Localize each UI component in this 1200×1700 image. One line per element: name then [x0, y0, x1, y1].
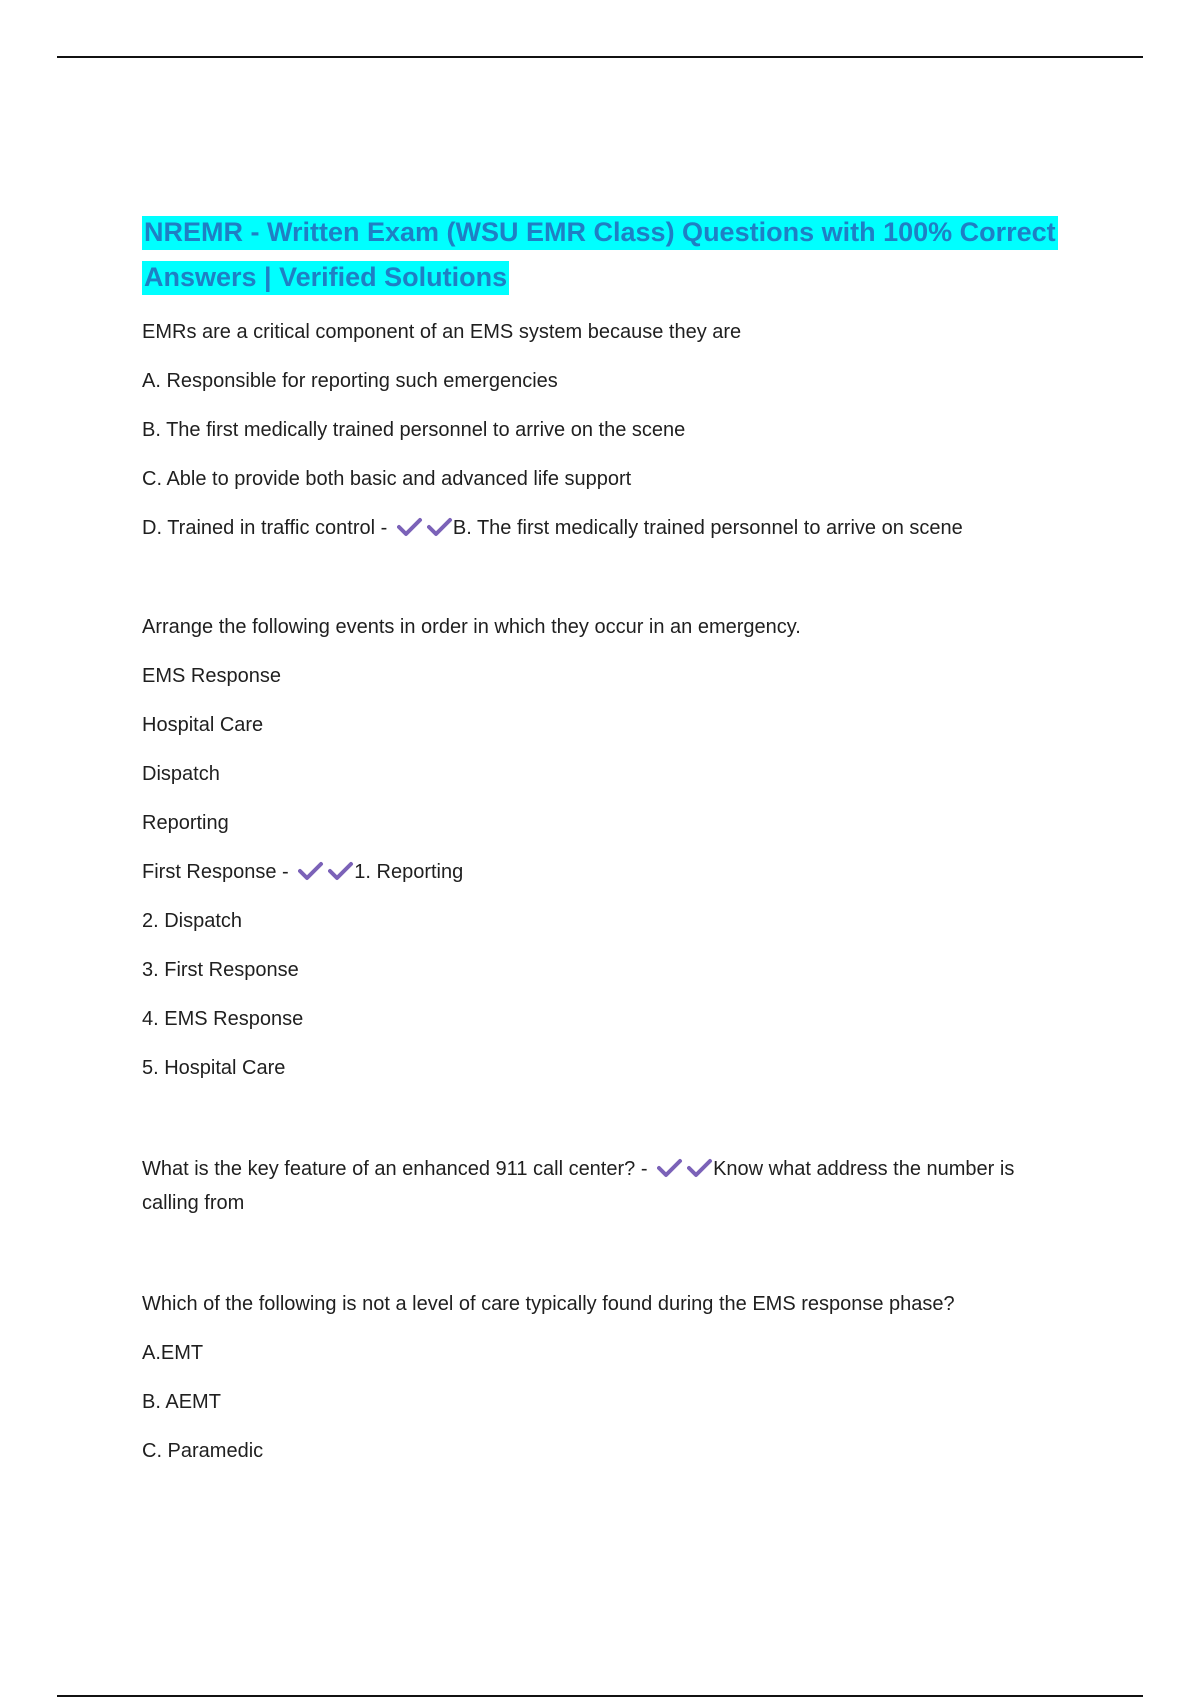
checkmark-icon [328, 861, 354, 881]
question-4 [142, 1289, 1072, 1466]
q1-option-d: D. Trained in traffic control - [142, 517, 388, 539]
document-body [142, 210, 1072, 1485]
title-line-1: NREMR - Written Exam (WSU EMR Class) Questions with 100% Correct [142, 216, 1058, 250]
q1-option-a: A. Responsible for reporting such emergencies [142, 370, 558, 392]
q3-question-with-answer [142, 1152, 1072, 1220]
q1-option-c: C. Able to provide both basic and advanced life support [142, 468, 632, 490]
q1-option-b: B. The first medically trained personnel to arrive on the scene [142, 419, 686, 441]
section-gap [142, 1239, 1072, 1289]
checkmark-icon [687, 1158, 713, 1178]
q1-answer: B. The first medically trained personnel to arrive on scene [452, 517, 963, 539]
q2-last-item: First Response - [142, 861, 289, 883]
question-1 [142, 317, 1072, 543]
q2-answer-step: 3. First Response [142, 959, 299, 981]
checkmark-icon [657, 1158, 683, 1178]
q4-option: A.EMT [142, 1342, 204, 1364]
q2-question: Arrange the following events in order in which they occur in an emergency. [142, 616, 801, 638]
q2-item: Dispatch [142, 763, 220, 785]
q1-option-d-with-answer [142, 513, 1072, 543]
q2-answer-step: 2. Dispatch [142, 910, 243, 932]
title-line-2: Answers | Verified Solutions [142, 261, 509, 295]
section-gap [142, 1102, 1072, 1152]
q2-item: Reporting [142, 812, 229, 834]
q2-item: EMS Response [142, 665, 281, 687]
document-title [142, 210, 1072, 300]
checkmark-icon [298, 861, 324, 881]
checkmark-icon [427, 517, 453, 537]
q4-question: Which of the following is not a level of care typically found during the EMS response phase? [142, 1293, 955, 1315]
q1-question: EMRs are a critical component of an EMS system because they are [142, 321, 742, 343]
q2-answer-step: 5. Hospital Care [142, 1057, 286, 1079]
q2-answer-first: 1. Reporting [354, 861, 464, 883]
question-3 [142, 1152, 1072, 1220]
q3-answer: Know what address the number is calling from [142, 1158, 1015, 1214]
checkmark-icon [397, 517, 423, 537]
q2-answer-step: 4. EMS Response [142, 1008, 304, 1030]
bottom-rule [57, 1695, 1143, 1697]
q2-item: Hospital Care [142, 714, 264, 736]
q3-question: What is the key feature of an enhanced 911 call center? - [142, 1158, 648, 1180]
q2-last-item-with-answer [142, 857, 1072, 887]
section-gap [142, 562, 1072, 612]
top-rule [57, 56, 1143, 58]
q4-option: B. AEMT [142, 1391, 221, 1413]
question-2 [142, 612, 1072, 1083]
q4-option: C. Paramedic [142, 1440, 264, 1462]
